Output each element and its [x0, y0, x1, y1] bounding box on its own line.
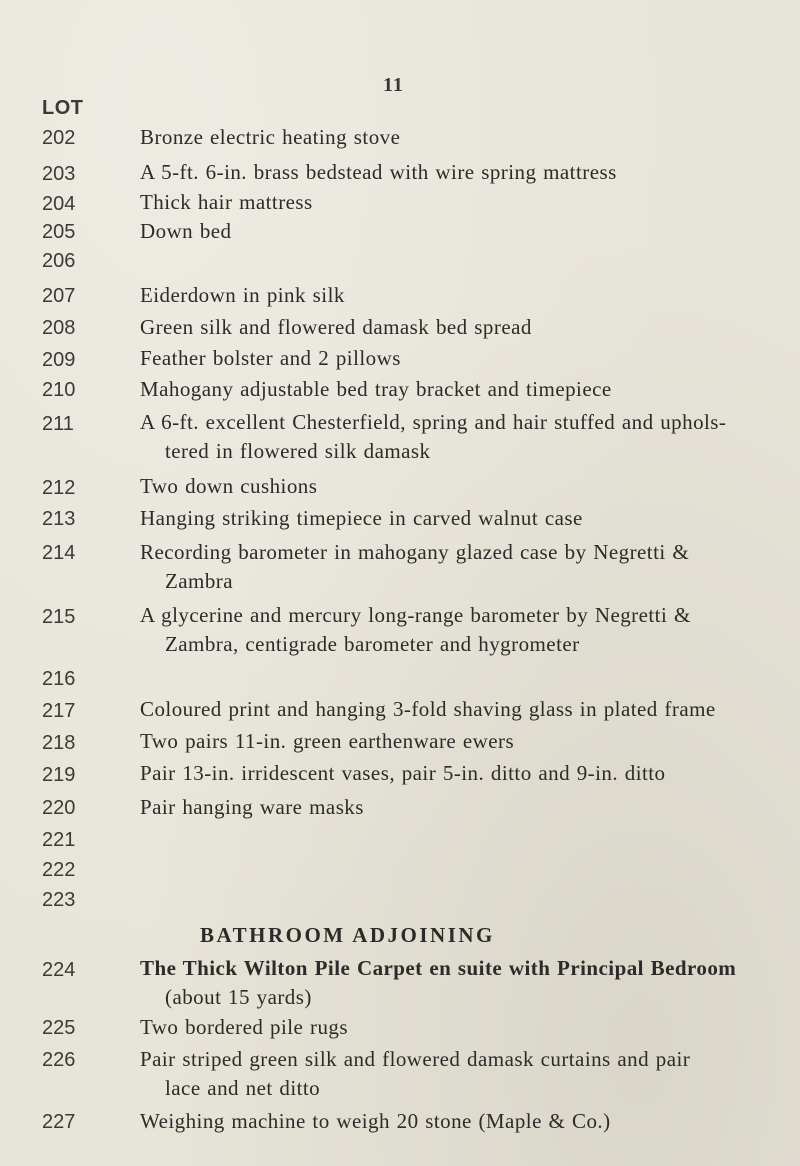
lot-description-line: Bronze electric heating stove	[140, 124, 401, 149]
lot-description-227	[140, 1107, 785, 1136]
lot-description-continuation: lace and net ditto	[165, 1075, 321, 1100]
lot-description-line: Hanging striking timepiece in carved walnut case	[140, 505, 583, 530]
lot-description-202	[140, 123, 785, 152]
lot-description-line: Two down cushions	[140, 474, 318, 499]
lot-description-224	[140, 954, 785, 1012]
lot-description-line: Thick hair mattress	[140, 190, 313, 215]
lot-number-206: 206	[42, 249, 76, 272]
lot-number-204: 204	[42, 192, 76, 215]
section-heading: BATHROOM ADJOINING	[200, 923, 495, 948]
lot-description-226	[140, 1045, 785, 1103]
lot-number-210: 210	[42, 379, 76, 402]
lot-description-line: Recording barometer in mahogany glazed case by Negretti &	[140, 539, 690, 564]
lot-description-205	[140, 217, 785, 246]
lot-number-216: 216	[42, 667, 76, 690]
lot-description-continuation: Zambra	[165, 568, 233, 593]
lot-number-226: 226	[42, 1048, 76, 1071]
lot-number-218: 218	[42, 731, 76, 754]
lot-description-continuation: (about 15 yards)	[165, 985, 312, 1010]
lot-description-207	[140, 281, 785, 310]
lot-number-207: 207	[42, 285, 76, 308]
lot-description-continuation: Zambra, centigrade barometer and hygrometer	[165, 632, 580, 657]
lot-description-225	[140, 1013, 785, 1042]
lot-number-224: 224	[42, 958, 76, 981]
lot-description-219	[140, 759, 785, 788]
lot-description-line: Two pairs 11-in. green earthenware ewers	[140, 729, 515, 754]
lot-description-continuation: tered in flowered silk damask	[165, 439, 431, 464]
lot-description-line: Eiderdown in pink silk	[140, 282, 345, 307]
lot-number-225: 225	[42, 1017, 76, 1040]
lot-description-214	[140, 538, 785, 596]
page-number: 11	[383, 74, 404, 96]
lot-description-210	[140, 375, 785, 404]
lot-description-line: Pair 13-in. irridescent vases, pair 5-in. ditto and 9-in. ditto	[140, 761, 666, 786]
lot-description-213	[140, 504, 785, 533]
lot-number-221: 221	[42, 829, 76, 852]
lot-description-line: Mahogany adjustable bed tray bracket and timepiece	[140, 376, 612, 401]
lot-number-208: 208	[42, 316, 76, 339]
lot-number-220: 220	[42, 797, 76, 820]
lot-number-209: 209	[42, 348, 76, 371]
lot-description-215	[140, 601, 785, 659]
lot-column-heading: LOT	[42, 97, 84, 119]
lot-number-213: 213	[42, 508, 76, 531]
lot-description-line: Coloured print and hanging 3-fold shaving glass in plated frame	[140, 697, 716, 722]
lot-number-223: 223	[42, 889, 76, 912]
lot-description-line: Feather bolster and 2 pillows	[140, 346, 401, 371]
lot-number-222: 222	[42, 859, 76, 882]
lot-description-line: A 5-ft. 6-in. brass bedstead with wire spring mattress	[140, 160, 617, 185]
lot-number-202: 202	[42, 127, 76, 150]
lot-description-211	[140, 408, 785, 466]
lot-description-208	[140, 313, 785, 342]
lot-description-line: Pair hanging ware masks	[140, 794, 364, 819]
lot-description-line: A 6-ft. excellent Chesterfield, spring and hair stuffed and uphols-	[140, 410, 727, 435]
lot-number-227: 227	[42, 1111, 76, 1133]
lot-description-line: Down bed	[140, 218, 232, 243]
lot-description-line: Green silk and flowered damask bed spread	[140, 314, 532, 339]
lot-description-204	[140, 188, 785, 217]
lot-number-203: 203	[42, 162, 76, 185]
lot-description-218	[140, 727, 785, 756]
lot-number-205: 205	[42, 221, 76, 244]
lot-number-219: 219	[42, 763, 76, 786]
lot-description-line: Weighing machine to weigh 20 stone (Maple & Co.)	[140, 1108, 611, 1133]
lot-description-line: A glycerine and mercury long-range barometer by Negretti &	[140, 603, 691, 628]
lot-number-211: 211	[42, 412, 74, 435]
lot-number-212: 212	[42, 476, 76, 499]
lot-description-212	[140, 472, 785, 501]
lot-description-209	[140, 344, 785, 373]
lot-description-line: Two bordered pile rugs	[140, 1014, 348, 1039]
lot-number-215: 215	[42, 605, 76, 628]
lot-description-220	[140, 793, 785, 822]
lot-description-line: The Thick Wilton Pile Carpet en suite with Principal Bedroom	[140, 956, 737, 981]
lot-description-217	[140, 695, 785, 724]
lot-description-203	[140, 158, 785, 187]
lot-number-214: 214	[42, 542, 76, 565]
lot-description-line: Pair striped green silk and flowered damask curtains and pair	[140, 1046, 691, 1071]
lot-number-217: 217	[42, 699, 76, 722]
